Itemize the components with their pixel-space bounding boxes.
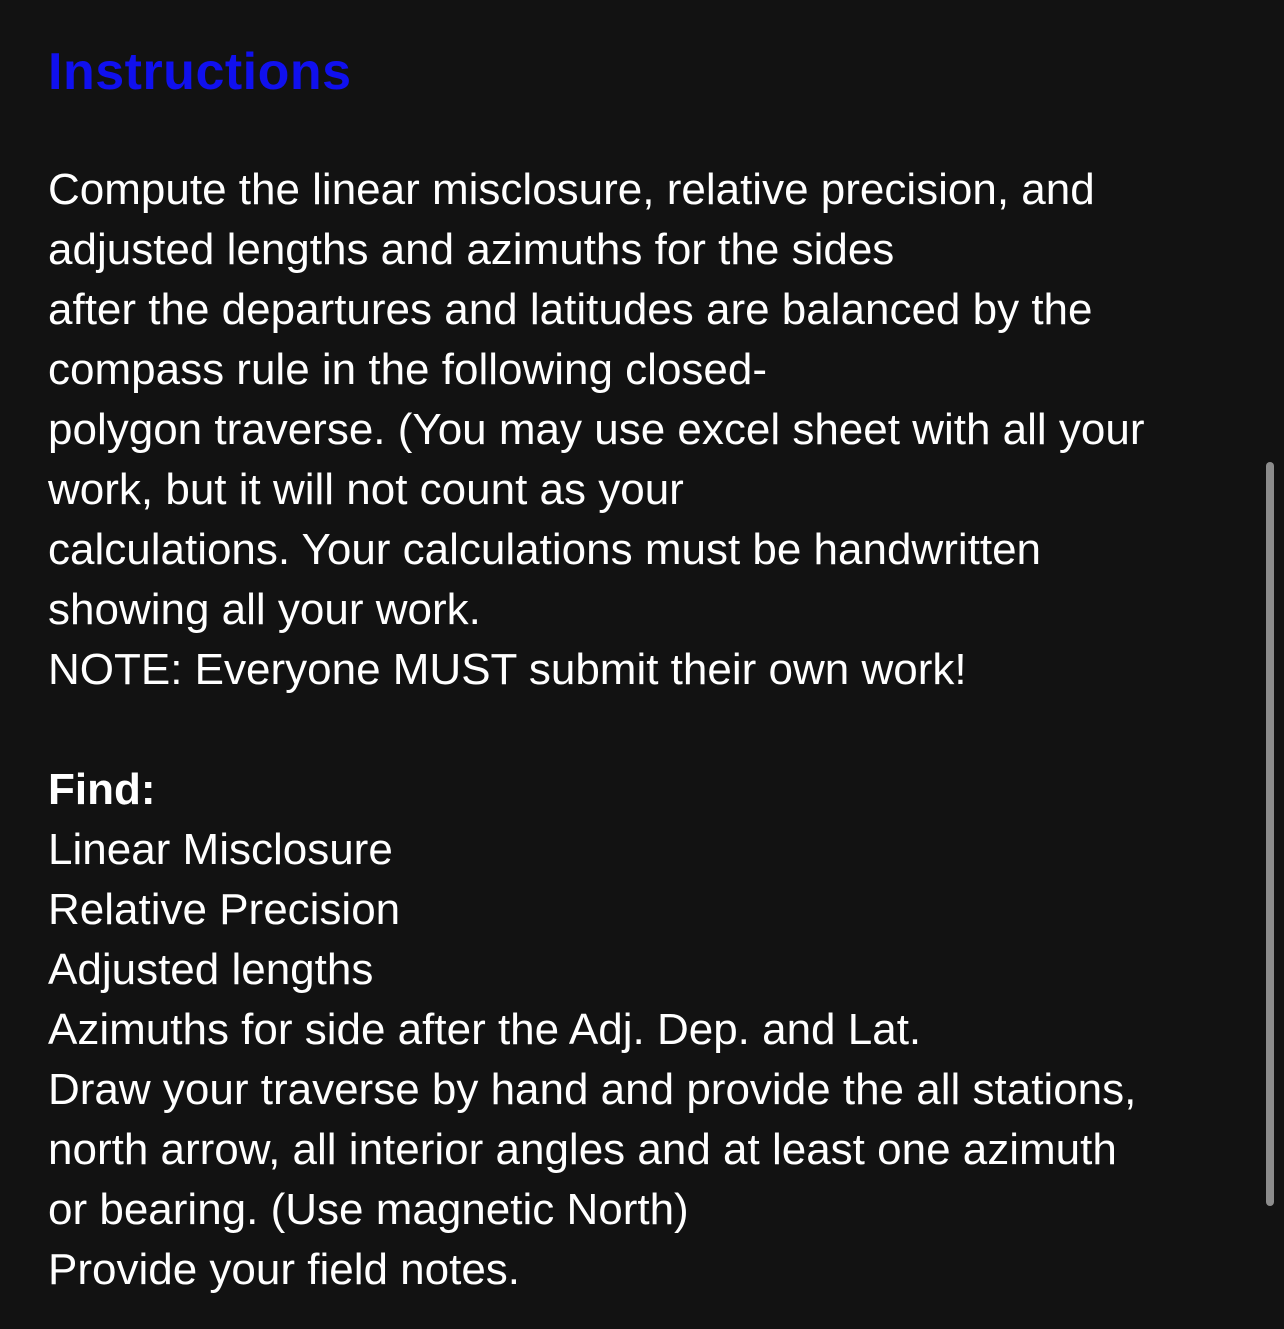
paragraph-line: compass rule in the following closed- <box>48 345 768 394</box>
find-item: Linear Misclosure <box>48 825 393 874</box>
blank-line <box>48 700 1238 760</box>
paragraph-line: polygon traverse. (You may use excel sheet with all your <box>48 405 1145 454</box>
find-item: Provide your field notes. <box>48 1245 521 1294</box>
instructions-body <box>48 160 1238 1300</box>
find-item: north arrow, all interior angles and at least one azimuth <box>48 1125 1117 1174</box>
instructions-title: Instructions <box>48 43 352 101</box>
find-item: Relative Precision <box>48 885 401 934</box>
paragraph-line: calculations. Your calculations must be handwritten <box>48 525 1042 574</box>
paragraph-line: work, but it will not count as your <box>48 465 684 514</box>
paragraph-line: after the departures and latitudes are balanced by the <box>48 285 1093 334</box>
find-heading: Find: <box>48 765 156 814</box>
find-item: or bearing. (Use magnetic North) <box>48 1185 689 1234</box>
note-line: NOTE: Everyone MUST submit their own work! <box>48 645 967 694</box>
vertical-scrollbar[interactable] <box>1266 462 1274 1206</box>
find-item: Draw your traverse by hand and provide the all stations, <box>48 1065 1137 1114</box>
paragraph-line: adjusted lengths and azimuths for the sides <box>48 225 895 274</box>
find-item: Adjusted lengths <box>48 945 374 994</box>
find-item: Azimuths for side after the Adj. Dep. and Lat. <box>48 1005 922 1054</box>
paragraph-line: showing all your work. <box>48 585 481 634</box>
paragraph-line: Compute the linear misclosure, relative precision, and <box>48 165 1095 214</box>
